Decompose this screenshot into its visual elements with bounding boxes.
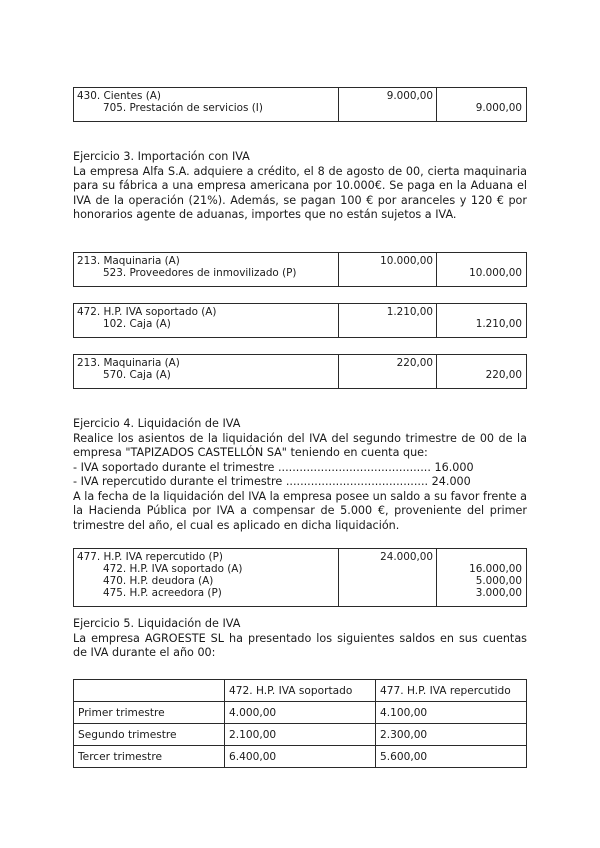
debit-column	[339, 355, 437, 388]
credit-amount: 16.000,00	[469, 563, 522, 575]
debit-account: 477. H.P. IVA repercutido (P)	[77, 551, 223, 563]
row-label: Tercer trimestre	[74, 746, 225, 768]
repercutido-value: 4.100,00	[376, 702, 527, 724]
journal-entry-472-102	[73, 303, 527, 338]
debit-account: 430. Cientes (A)	[77, 90, 161, 102]
exercise-3	[73, 150, 527, 223]
debit-account: 472. H.P. IVA soportado (A)	[77, 306, 217, 318]
table-header-cell: 477. H.P. IVA repercutido	[376, 680, 527, 702]
credit-amount: 10.000,00	[469, 267, 522, 279]
exercise-4-item-repercutido: - IVA repercutido durante el trimestre ........................................ 24.000	[73, 475, 471, 488]
entry-accounts	[74, 549, 339, 606]
repercutido-value: 2.300,00	[376, 724, 527, 746]
credit-column	[437, 304, 526, 337]
table-header-row	[74, 680, 527, 702]
exercise-3-title: Ejercicio 3. Importación con IVA	[73, 150, 250, 163]
soportado-value: 6.400,00	[225, 746, 376, 768]
soportado-value: 2.100,00	[225, 724, 376, 746]
credit-amount: 3.000,00	[475, 587, 522, 599]
journal-entry-477-liquidation	[73, 548, 527, 607]
debit-account: 213. Maquinaria (A)	[77, 357, 180, 369]
debit-column	[339, 253, 437, 286]
credit-account: 102. Caja (A)	[103, 318, 171, 330]
debit-column	[339, 88, 437, 121]
credit-account: 705. Prestación de servicios (I)	[103, 102, 263, 114]
exercise-5-title: Ejercicio 5. Liquidación de IVA	[73, 617, 241, 630]
credit-amount: 5.000,00	[475, 575, 522, 587]
exercise-4	[73, 417, 527, 533]
debit-amount: 1.210,00	[386, 306, 433, 318]
credit-column	[437, 88, 526, 121]
entry-accounts	[74, 355, 339, 388]
debit-column	[339, 549, 437, 606]
credit-account: 470. H.P. deudora (A)	[103, 575, 214, 587]
exercise-5-body: La empresa AGROESTE SL ha presentado los siguientes saldos en sus cuentas de IVA durante el año 00:	[73, 631, 527, 659]
table-row	[74, 724, 527, 746]
entry-accounts	[74, 304, 339, 337]
soportado-value: 4.000,00	[225, 702, 376, 724]
table-header-cell: 472. H.P. IVA soportado	[225, 680, 376, 702]
journal-entry-430-705	[73, 87, 527, 122]
credit-account: 523. Proveedores de inmovilizado (P)	[103, 267, 297, 279]
credit-column	[437, 549, 526, 606]
credit-amount: 9.000,00	[475, 102, 522, 114]
repercutido-value: 5.600,00	[376, 746, 527, 768]
journal-entry-213-523	[73, 252, 527, 287]
debit-amount: 24.000,00	[380, 551, 433, 563]
iva-balances-table	[73, 679, 527, 768]
debit-amount: 10.000,00	[380, 255, 433, 267]
exercise-4-item-soportado: - IVA soportado durante el trimestre ........................................... 16.000	[73, 460, 474, 474]
table-row	[74, 746, 527, 768]
credit-account: 570. Caja (A)	[103, 369, 171, 381]
credit-amount: 220,00	[485, 369, 522, 381]
debit-amount: 220,00	[396, 357, 433, 369]
entry-accounts	[74, 253, 339, 286]
table-row	[74, 702, 527, 724]
row-label: Primer trimestre	[74, 702, 225, 724]
credit-column	[437, 355, 526, 388]
exercise-4-body: A la fecha de la liquidación del IVA la empresa posee un saldo a su favor frente a la Hacienda Pública por IVA a compensar de 5.000 €, proveniente del primer trimestre del año, el cual es aplicado en dicha liquidación.	[73, 489, 527, 532]
exercise-5	[73, 617, 527, 661]
debit-column	[339, 304, 437, 337]
row-label: Segundo trimestre	[74, 724, 225, 746]
journal-entry-213-570	[73, 354, 527, 389]
table-header-cell	[74, 680, 225, 702]
exercise-4-title: Ejercicio 4. Liquidación de IVA	[73, 417, 241, 430]
debit-account: 213. Maquinaria (A)	[77, 255, 180, 267]
entry-accounts	[74, 88, 339, 121]
credit-account: 472. H.P. IVA soportado (A)	[103, 563, 243, 575]
credit-amount: 1.210,00	[475, 318, 522, 330]
debit-amount: 9.000,00	[386, 90, 433, 102]
credit-column	[437, 253, 526, 286]
exercise-4-intro: Realice los asientos de la liquidación del IVA del segundo trimestre de 00 de la empresa "TAPIZADOS CASTELLÓN SA" teniendo en cuenta que:	[73, 431, 527, 459]
exercise-3-body: La empresa Alfa S.A. adquiere a crédito, el 8 de agosto de 00, cierta maquinaria para su fábrica a una empresa americana por 10.000€. Se paga en la Aduana el IVA de la operación (21%). Además, se pagan 100 € por aranceles y 120 € por honorarios agente de aduanas, importes que no están sujetos a IVA.	[73, 164, 527, 221]
credit-account: 475. H.P. acreedora (P)	[103, 587, 222, 599]
